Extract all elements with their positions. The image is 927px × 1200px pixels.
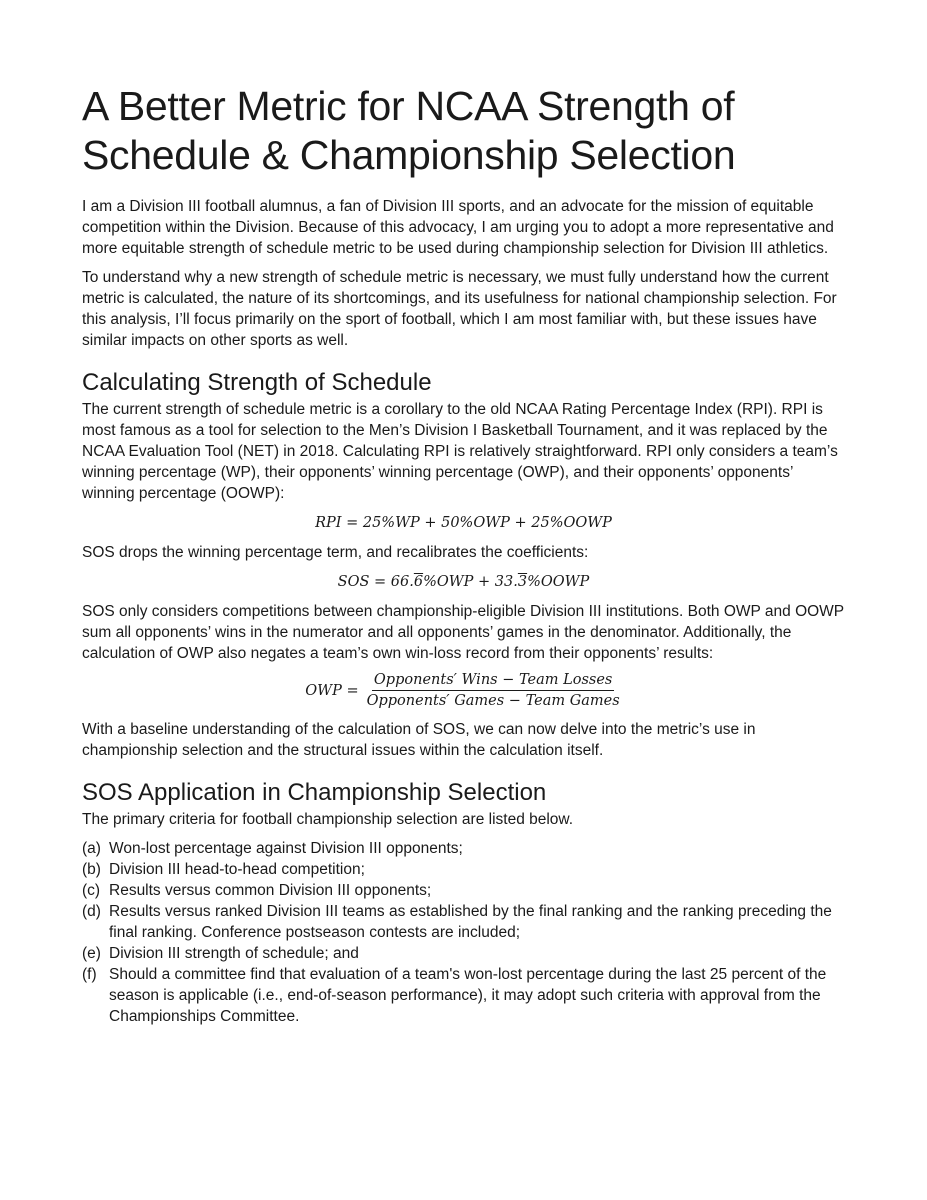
owp-equation-lhs: OWP = xyxy=(305,682,359,699)
list-item xyxy=(82,901,845,943)
list-marker: (a) xyxy=(82,840,101,857)
section1-paragraph-3: SOS only considers competitions between championship-eligible Division III institutions. Both OWP and OOWP sum all opponents’ wins in the numerator and all opponents’ games in the denominator. Additionally, the calculation of OWP also negates a team’s own win-loss record from their opponents’ results: xyxy=(82,603,844,662)
section1-paragraph-1: The current strength of schedule metric is a corollary to the old NCAA Rating Percentage Index (RPI). RPI is most famous as a tool for selection to the Men’s Division I Basketball Tournament, and it was replaced by the NCAA Evaluation Tool (NET) in 2018. Calculating RPI is relatively straightforward. RPI only considers a team’s winning percentage (WP), their opponents’ winning percentage (OWP), and their opponents’ opponents’ winning percentage (OOWP): xyxy=(82,401,838,502)
owp-fraction xyxy=(365,672,622,709)
list-marker: (d) xyxy=(82,903,101,920)
list-item xyxy=(82,838,845,859)
list-marker: (b) xyxy=(82,861,101,878)
sos-eq-part-c: %OWP + 33. xyxy=(423,574,518,590)
sos-eq-repeating-3: 3 xyxy=(517,574,528,590)
list-marker: (f) xyxy=(82,966,97,983)
list-item-text: Division III strength of schedule; and xyxy=(109,945,359,962)
list-item-text: Results versus ranked Division III teams as established by the final ranking and the ranking preceding the final ranking. Conference postseason contests are included; xyxy=(109,903,832,941)
sos-equation xyxy=(82,571,845,593)
intro-paragraph-2: To understand why a new strength of schedule metric is necessary, we must fully understand how the current metric is calculated, the nature of its shortcomings, and its usefulness for national championship selection. For this analysis, I’ll focus primarily on the sport of football, which I am most familiar with, but these issues have similar impacts on other sports as well. xyxy=(82,269,837,349)
owp-denominator: Opponents′ Games − Team Games xyxy=(366,693,620,709)
list-marker: (c) xyxy=(82,882,101,899)
list-marker: (e) xyxy=(82,945,101,962)
section2-paragraph-1: The primary criteria for football championship selection are listed below. xyxy=(82,811,574,828)
list-item-text: Won-lost percentage against Division III opponents; xyxy=(109,840,463,857)
list-item xyxy=(82,964,845,1027)
rpi-equation: RPI = 25%WP + 50%OWP + 25%OOWP xyxy=(315,515,612,531)
selection-criteria-list xyxy=(82,838,845,1027)
section-heading-calculating-sos: Calculating Strength of Schedule xyxy=(82,369,432,396)
sos-eq-part-a: SOS = 66. xyxy=(337,574,414,590)
owp-equation xyxy=(82,672,845,709)
list-item-text: Results versus common Division III opponents; xyxy=(109,882,432,899)
list-item-text: Should a committee find that evaluation of a team's won-lost percentage during the last 25 percent of the season is applicable (i.e., end-of-season performance), it may adopt such criteria with approval from the Championships Committee. xyxy=(109,966,827,1025)
owp-numerator: Opponents′ Wins − Team Losses xyxy=(372,672,614,691)
sos-eq-part-e: %OOWP xyxy=(527,574,590,590)
list-item xyxy=(82,943,845,964)
section1-paragraph-2: SOS drops the winning percentage term, and recalibrates the coefficients: xyxy=(82,544,589,561)
list-item xyxy=(82,859,845,880)
sos-eq-repeating-6: 6 xyxy=(413,574,424,590)
page-title: A Better Metric for NCAA Strength of Schedule & Championship Selection xyxy=(82,83,736,178)
list-item xyxy=(82,880,845,901)
intro-paragraph-1: I am a Division III football alumnus, a fan of Division III sports, and an advocate for the mission of equitable competition within the Division. Because of this advocacy, I am urging you to adopt a more representative and more equitable strength of schedule metric to be used during championship selection for Division III athletics. xyxy=(82,198,834,257)
section-heading-sos-application: SOS Application in Championship Selection xyxy=(82,779,547,806)
list-item-text: Division III head-to-head competition; xyxy=(109,861,365,878)
section1-paragraph-4: With a baseline understanding of the calculation of SOS, we can now delve into the metric’s use in championship selection and the structural issues within the calculation itself. xyxy=(82,721,756,759)
